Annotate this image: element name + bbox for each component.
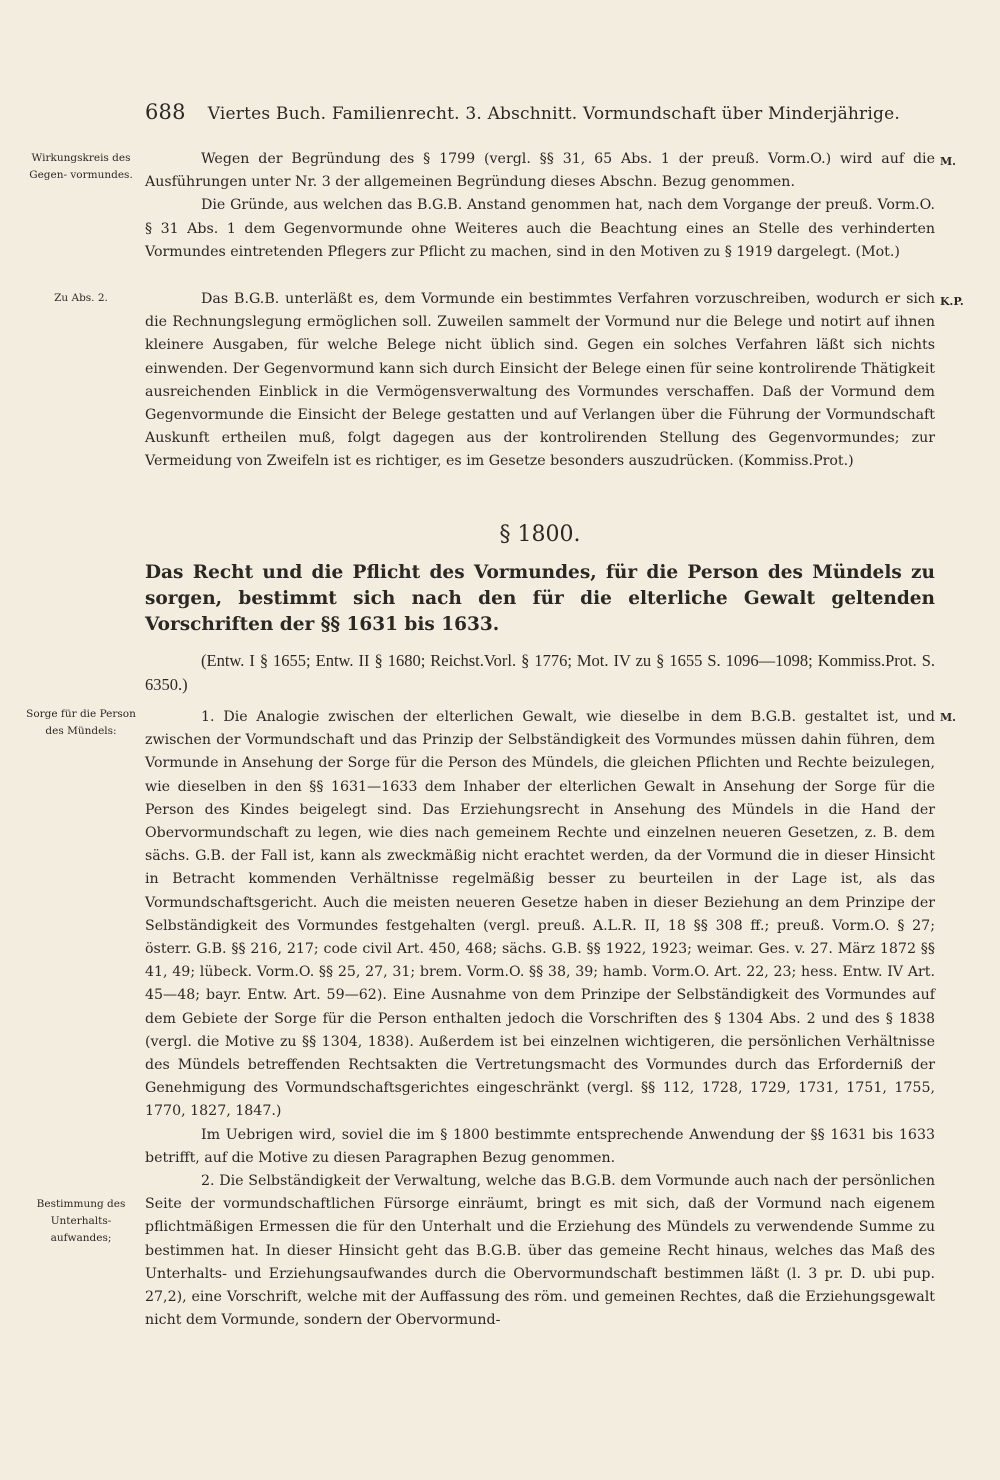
body-paragraph: 2. Die Selbständigkeit der Verwaltung, welche das B.G.B. dem Vormunde auch nach der persönlichen Seite der vormundschaftlichen Fürsorge einräumt, bringt es mit sich, daß der Vormund nach eigenem pflichtmäßigen Ermessen die für den Unterhalt und die Erziehung des Mündels zu verwendende Summe zu bestimmen hat. In dieser Hinsicht geht das B.G.B. über das gemeine Recht hinaus, welches das Maß des Unterhalts- und Erziehungsaufwandes durch die Obervormundschaft bestimmen läßt (l. 3 pr. D. ubi pup. 27,2), eine Vorschrift, welche mit der Auffassung des röm. und gemeinen Rechtes, daß die Erziehungsgewalt nicht dem Vormunde, sondern der Obervormund- [145, 1173, 935, 1329]
page-number: 688 [145, 100, 186, 124]
body-paragraph: Wegen der Begründung des § 1799 (vergl. §§ 31, 65 Abs. 1 der preuß. Vorm.O.) wird auf die Ausführungen unter Nr. 3 der allgemeinen Begründung dieses Abschn. Bezug genommen. [145, 151, 935, 191]
margin-note-sorge-person: Sorge für die Person des Mündels: [26, 708, 136, 737]
body-paragraph: Die Gründe, aus welchen das B.G.B. Anstand genommen hat, nach dem Vorgange der preuß. Vorm.O. § 31 Abs. 1 dem Gegenvormunde ohne Weiteres auch die Beachtung eines an Stelle des verhinderten Vormundes eintretenden Pflegers zur Pflicht zu machen, sind in den Motiven zu § 1919 dargelegt. (Mot.) [145, 197, 935, 260]
paragraph-statute-text: Das Recht und die Pflicht des Vormundes, für die Person des Mündels zu sorgen, bestimmt sich nach den für die elterliche Gewalt geltenden Vorschriften der §§ 1631 bis 1633. [145, 562, 935, 635]
margin-note-wirkungskreis: Wirkungskreis des Gegen- vormundes. [29, 152, 133, 181]
siglum-m-1: M. [940, 155, 957, 168]
siglum-m-2: M. [940, 711, 957, 724]
running-title: Viertes Buch. Familienrecht. 3. Abschnitt. Vormundschaft über Minderjährige. [207, 104, 900, 124]
body-paragraph: 1. Die Analogie zwischen der elterlichen Gewalt, wie dieselbe in dem B.G.B. gestaltet ist, und zwischen der Vormundschaft und das Prinzip der Selbständigkeit des Vormundes müssen dahin führen, dem Vormunde in Ansehung der Sorge für die Person des Mündels, die gleichen Pflichten und Rechte beizulegen, wie dieselben in den §§ 1631—1633 dem Inhaber der elterlichen Gewalt in Ansehung der Sorge für die Person des Kindes beigelegt sind. Das Erziehungsrecht in Ansehung des Mündels in die Hand der Obervormundschaft zu legen, wie dies nach gemeinem Rechte und einzelnen neueren Gesetzen, z. B. dem sächs. G.B. der Fall ist, kann als zweckmäßig nicht erachtet werden, da der Vormund die in dieser Hinsicht in Betracht kommenden Verhältnisse regelmäßig besser zu beurteilen in der Lage ist, als das Vormundschaftsgericht. Auch die meisten neueren Gesetze haben in dieser Beziehung an dem Prinzipe der Selbständigkeit des Vormundes festgehalten (vergl. preuß. A.L.R. II, 18 §§ 308 ff.; preuß. Vorm.O. § 27; österr. G.B. §§ 216, 217; code civil Art. 450, 468; sächs. G.B. §§ 1922, 1923; weimar. Ges. v. 27. März 1872 §§ 41, 49; lübeck. Vorm.O. §§ 25, 27, 31; brem. Vorm.O. §§ 38, 39; hamb. Vorm.O. Art. 22, 23; hess. Entw. IV Art. 45—48; bayr. Entw. Art. 59—62). Eine Ausnahme von dem Prinzipe der Selbständigkeit des Vormundes auf dem Gebiete der Sorge für die Person enthalten jedoch die Vorschriften des § 1304 Abs. 2 und des § 1838 (vergl. die Motive zu §§ 1304, 1838). Außerdem ist bei einzelnen wichtigeren, die persönlichen Verhältnisse des Mündels betreffenden Rechtsakten die Vertretungsmacht des Vormundes durch das Erforderniß der Genehmigung des Vormundschaftsgerichtes eingeschränkt (vergl. §§ 112, 1728, 1729, 1731, 1751, 1755, 1770, 1827, 1847.) [145, 709, 935, 1120]
margin-note-zu-abs-2: Zu Abs. 2. [54, 292, 108, 304]
text-block-gegenvormund [145, 148, 935, 264]
text-block-rechnungslegung [145, 288, 935, 474]
margin-note-unterhalt: Bestimmung des Unterhalts- aufwandes; [36, 1198, 126, 1244]
body-paragraph: Im Uebrigen wird, soviel die im § 1800 bestimmte entsprechende Anwendung der §§ 1631 bis 1633 betrifft, auf die Motive zu diesen Paragraphen Bezug genommen. [145, 1126, 935, 1166]
paragraph-references: (Entw. I § 1655; Entw. II § 1680; Reichst.Vorl. § 1776; Mot. IV zu § 1655 S. 1096—1098; Kommiss.Prot. S. 6350.) [145, 651, 935, 694]
text-block-commentary [145, 706, 935, 1332]
body-paragraph: Das B.G.B. unterläßt es, dem Vormunde ein bestimmtes Verfahren vorzuschreiben, wodurch er sich die Rechnungslegung ermöglichen soll. Zuweilen sammelt der Vormund nur die Belege und notirt auf ihnen kleinere Ausgaben, für welche Belege nicht üblich sind. Gegen ein solches Verfahren läßt sich nichts einwenden. Der Gegenvormund kann sich durch Einsicht der Belege einen für seine kontrolirende Thätigkeit ausreichenden Einblick in die Vermögensverwaltung des Vormundes verschaffen. Daß der Vormund dem Gegenvormunde die Einsicht der Belege gestatten und auf Verlangen über die Führung der Vormundschaft Auskunft ertheilen muß, folgt dagegen aus der kontrolirenden Stellung des Gegenvormundes; zur Vermeidung von Zweifeln ist es richtiger, es im Gesetze besonders auszudrücken. (Kommiss.Prot.) [145, 291, 935, 470]
running-header [145, 100, 935, 124]
siglum-kp: K.P. [940, 295, 964, 308]
paragraph-number: § 1800. [499, 522, 581, 547]
